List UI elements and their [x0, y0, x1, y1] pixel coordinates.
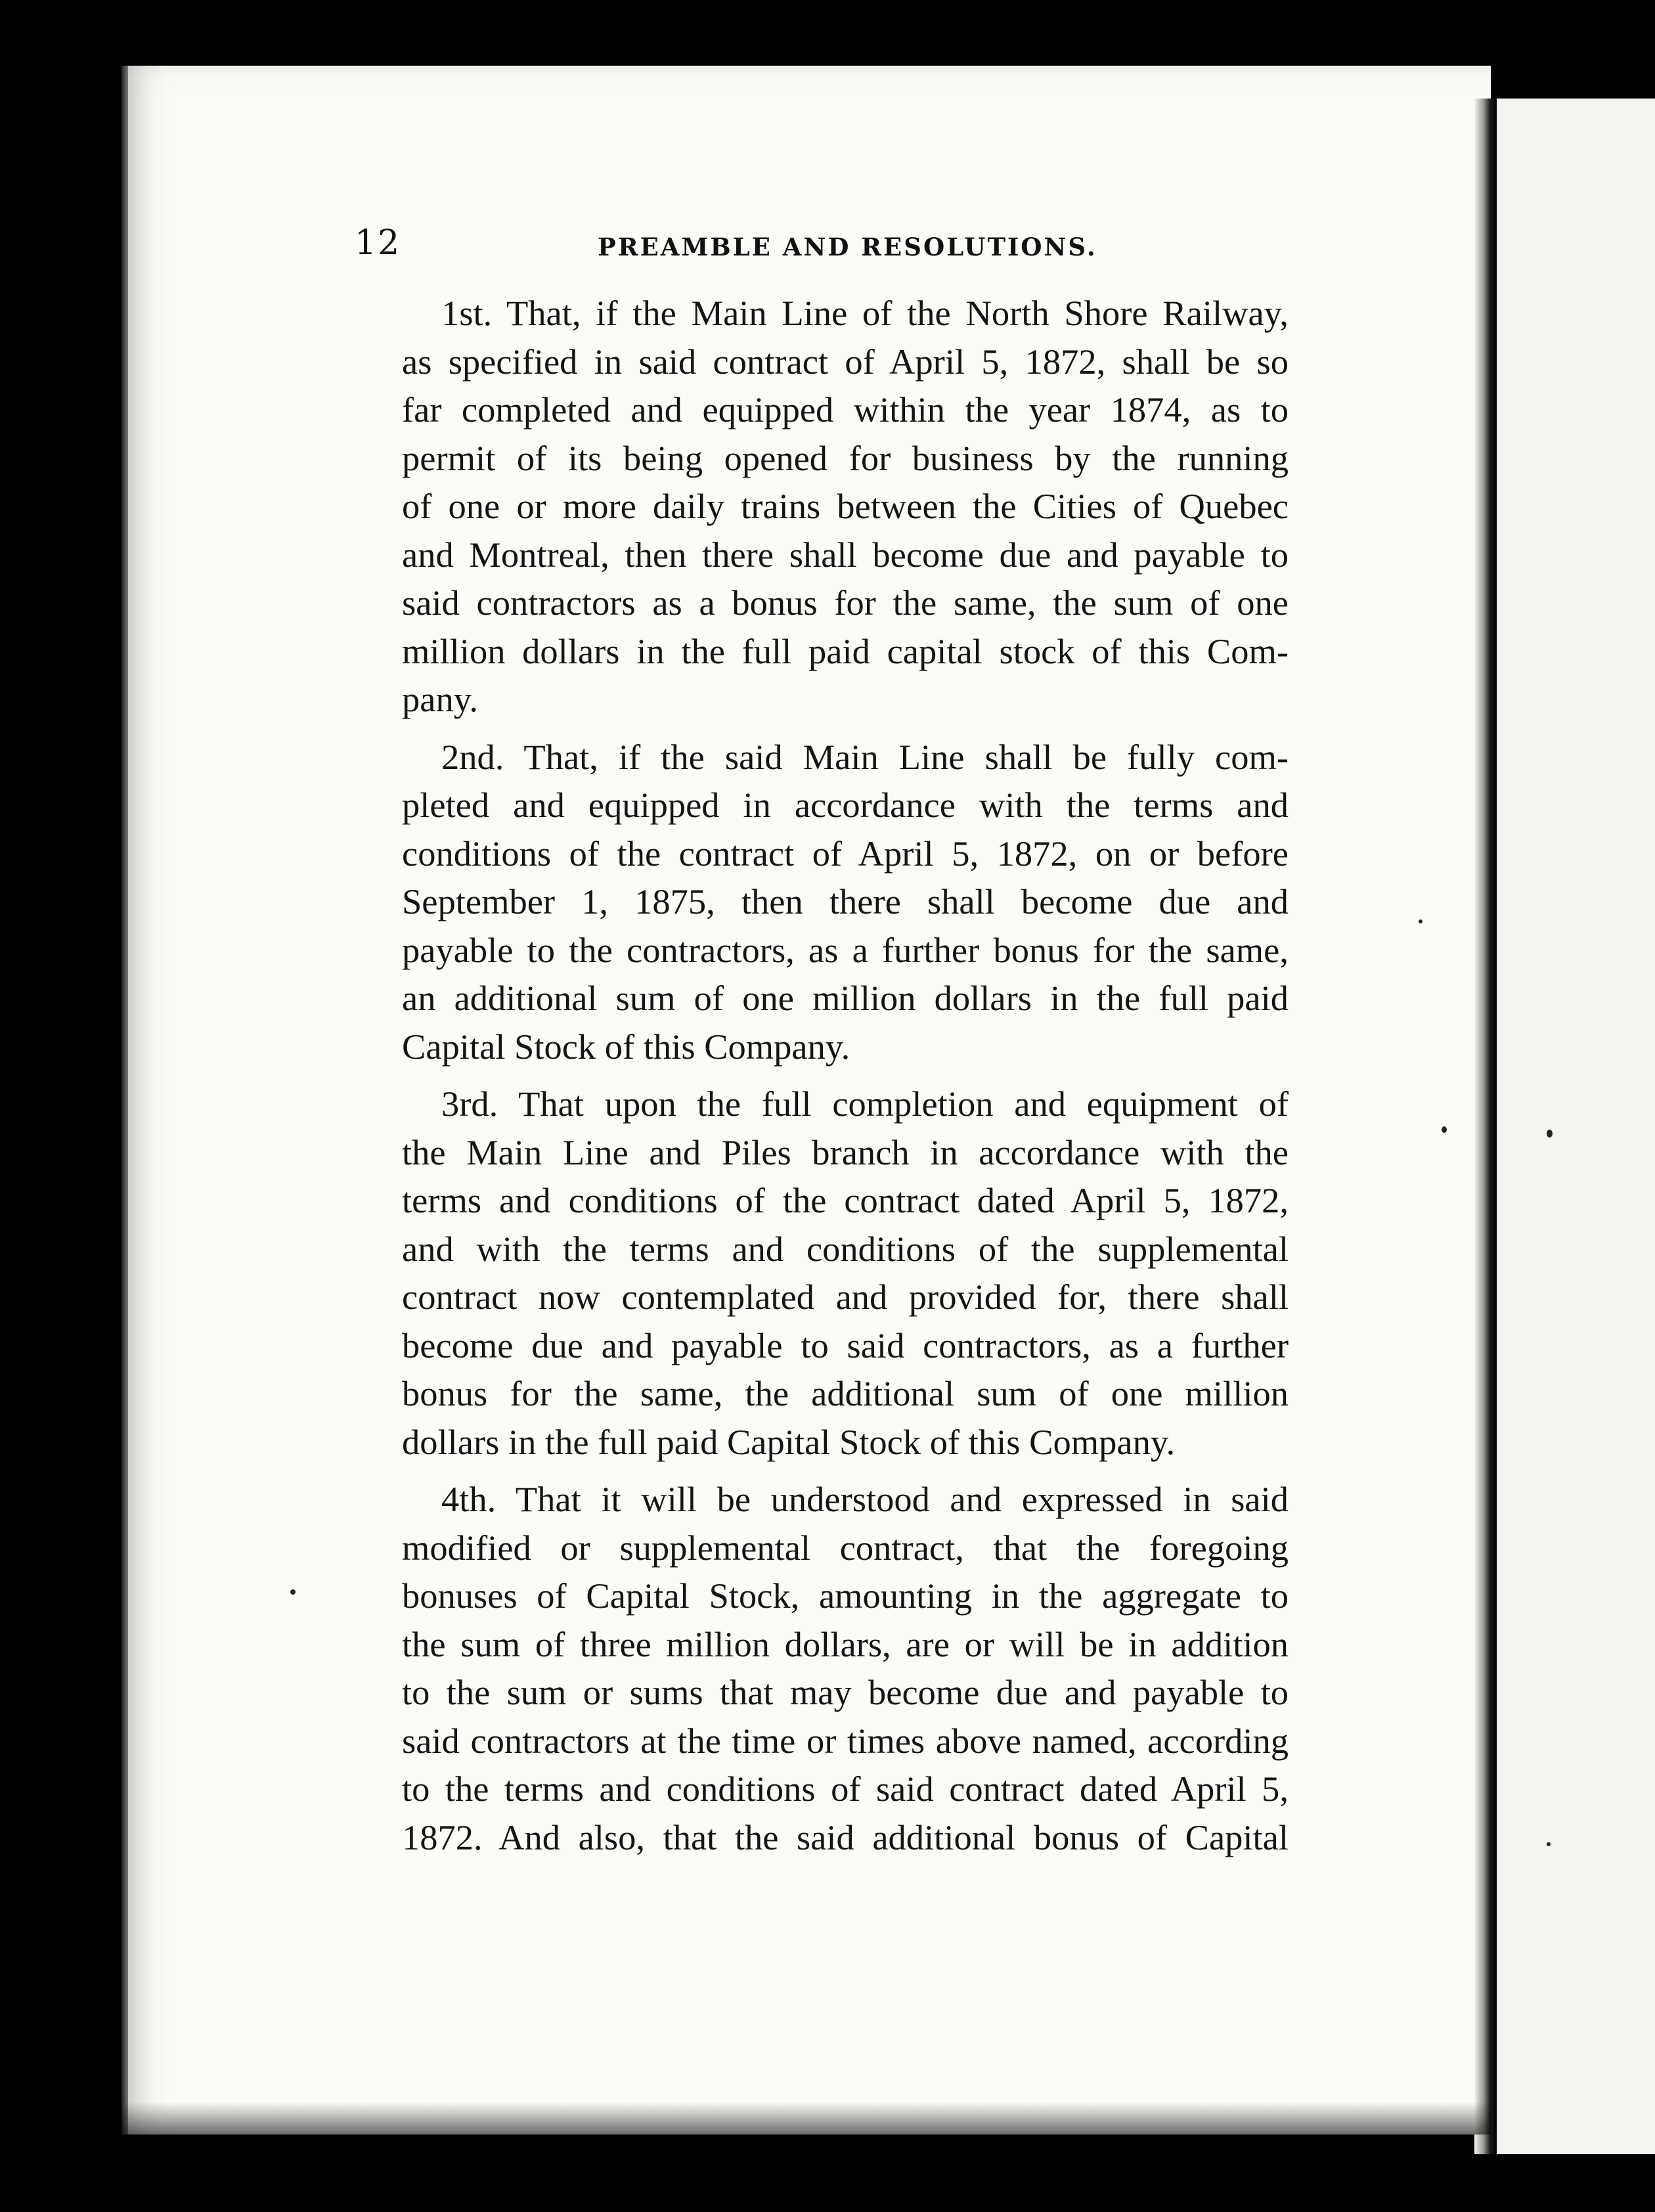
text-line: said contractors at the time or times above named, according: [402, 1720, 1289, 1761]
scan-speck: [1547, 1842, 1551, 1846]
text-line: to the sum or sums that may become due and payable to: [402, 1672, 1289, 1712]
text-line: September 1, 1875, then there shall become due and: [402, 881, 1289, 921]
book-gutter: [1474, 99, 1497, 2154]
running-header-title: PREAMBLE AND RESOLUTIONS.: [598, 232, 1097, 261]
text-line: bonus for the same, the additional sum of one million: [402, 1373, 1289, 1413]
text-line: modified or supplemental contract, that the foregoing: [402, 1527, 1289, 1568]
page-left-edge: [121, 66, 128, 2135]
resolution-paragraph-1: [363, 289, 1289, 724]
resolution-paragraph-4: [363, 1475, 1289, 1861]
text-line: contract now contemplated and provided for, there shall: [402, 1277, 1289, 1317]
page-number: 12: [355, 223, 401, 263]
text-line: 2nd. That, if the said Main Line shall be fully com-: [441, 736, 1289, 777]
text-line: conditions of the contract of April 5, 1872, on or before: [402, 833, 1289, 874]
text-line: payable to the contractors, as a further bonus for the same,: [402, 929, 1289, 970]
text-line: far completed and equipped within the year 1874, as to: [402, 389, 1289, 430]
text-line: pleted and equipped in accordance with the terms and: [402, 785, 1289, 825]
text-line: the Main Line and Piles branch in accordance with the: [402, 1132, 1289, 1172]
text-line: and Montreal, then there shall become due and payable to: [402, 534, 1289, 575]
scan-speck: [1442, 1126, 1447, 1133]
text-line: and with the terms and conditions of the supplemental: [402, 1228, 1289, 1269]
text-line: of one or more daily trains between the Cities of Quebec: [402, 486, 1289, 526]
text-line: an additional sum of one million dollars in the full paid: [402, 978, 1289, 1018]
page-bottom-shadow: [121, 2102, 1491, 2135]
text-line: become due and payable to said contractors, as a further: [402, 1325, 1289, 1365]
running-header: [355, 223, 1471, 282]
adjacent-page-strip: [1497, 99, 1655, 2154]
text-line: 4th. That it will be understood and expressed in said: [441, 1479, 1289, 1519]
resolution-paragraph-2: [363, 733, 1289, 1071]
text-line: pany.: [402, 679, 479, 719]
page-body: [363, 289, 1289, 1870]
scan-speck: [290, 1589, 296, 1595]
text-line: Capital Stock of this Company.: [402, 1026, 850, 1067]
scan-speck: [1547, 1130, 1553, 1138]
resolution-paragraph-3: [363, 1080, 1289, 1466]
text-line: dollars in the full paid Capital Stock of this Company.: [402, 1421, 1176, 1462]
text-line: as specified in said contract of April 5, 1872, shall be so: [402, 341, 1289, 382]
text-line: 1872. And also, that the said additional bonus of Capital: [402, 1817, 1289, 1857]
text-line: 1st. That, if the Main Line of the North Shore Railway,: [441, 293, 1289, 333]
text-line: to the terms and conditions of said contract dated April 5,: [402, 1769, 1289, 1809]
text-line: the sum of three million dollars, are or will be in addition: [402, 1624, 1289, 1664]
text-line: said contractors as a bonus for the same, the sum of one: [402, 583, 1289, 623]
text-line: 3rd. That upon the full completion and equipment of: [441, 1084, 1289, 1124]
scan-speck: [1419, 919, 1423, 923]
text-line: permit of its being opened for business by the running: [402, 437, 1289, 478]
text-line: bonuses of Capital Stock, amounting in the aggregate to: [402, 1576, 1289, 1616]
text-line: terms and conditions of the contract dated April 5, 1872,: [402, 1180, 1289, 1220]
text-line: million dollars in the full paid capital stock of this Com-: [402, 630, 1289, 671]
